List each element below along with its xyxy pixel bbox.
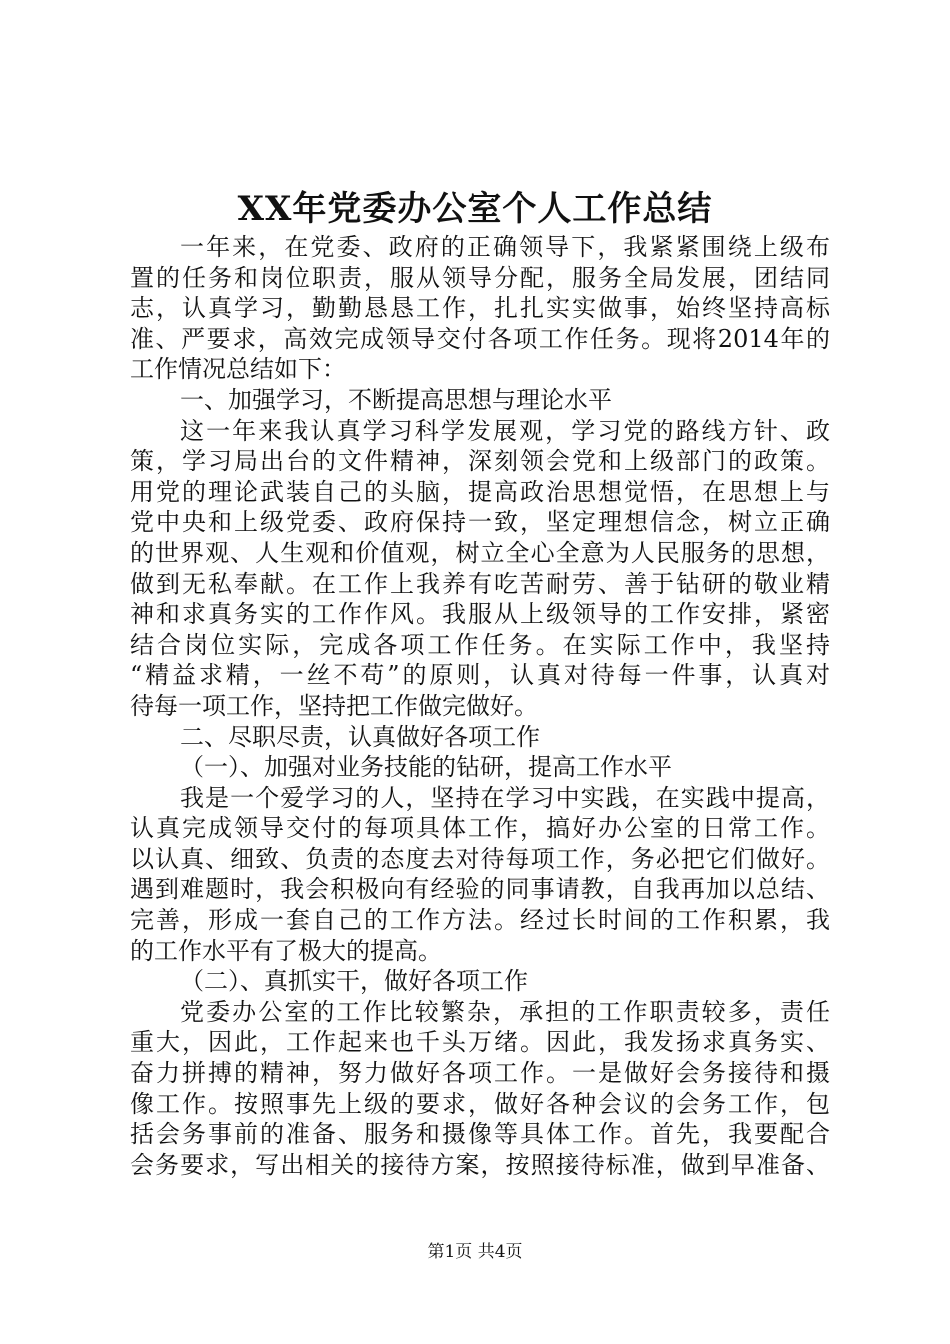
paragraph-line: 遇到难题时，我会积极向有经验的同事请教，自我再加以总结、	[130, 875, 830, 904]
paragraph-line: 用党的理论武装自己的头脑，提高政治思想觉悟，在思想上与	[130, 477, 830, 506]
document-body	[130, 232, 830, 1180]
subsection-heading: （一）、加强对业务技能的钻研，提高工作水平	[180, 753, 672, 782]
paragraph-line: 括会务事前的准备、服务和摄像等具体工作。首先，我要配合	[130, 1120, 830, 1149]
paragraph-line: 重大，因此，工作起来也千头万绪。因此，我发扬求真务实、	[130, 1028, 830, 1057]
paragraph-line: 置的任务和岗位职责，服从领导分配，服务全局发展，团结同	[130, 263, 830, 292]
paragraph-line: 像工作。按照事先上级的要求，做好各种会议的会务工作，包	[130, 1089, 830, 1118]
paragraph-line: 志，认真学习，勤勤恳恳工作，扎扎实实做事，始终坚持高标	[130, 294, 830, 323]
paragraph-line: 一年来，在党委、政府的正确领导下，我紧紧围绕上级布	[180, 233, 830, 261]
subsection-heading: （二）、真抓实干，做好各项工作	[180, 967, 528, 996]
paragraph-line: 结合岗位实际，完成各项工作任务。在实际工作中，我坚持	[130, 630, 830, 659]
paragraph-line: 准、严要求，高效完成领导交付各项工作任务。现将2014年的	[130, 324, 830, 353]
page-footer: 第1页 共4页	[427, 1242, 523, 1262]
paragraph-line: 以认真、细致、负责的态度去对待每项工作，务必把它们做好。	[130, 844, 830, 873]
paragraph-line: 党中央和上级党委、政府保持一致，坚定理想信念，树立正确	[130, 508, 830, 537]
paragraph-line: 神和求真务实的工作作风。我服从上级领导的工作安排，紧密	[130, 600, 830, 629]
paragraph-line: 做到无私奉献。在工作上我养有吃苦耐劳、善于钻研的敬业精	[130, 569, 830, 598]
paragraph-line: 认真完成领导交付的每项具体工作，搞好办公室的日常工作。	[130, 814, 830, 843]
section-heading: 一、加强学习，不断提高思想与理论水平	[180, 385, 612, 414]
paragraph-line: 奋力拼搏的精神，努力做好各项工作。一是做好会务接待和摄	[130, 1059, 830, 1088]
paragraph-line: 会务要求，写出相关的接待方案，按照接待标准，做到早准备、	[130, 1150, 830, 1179]
paragraph-line: 完善，形成一套自己的工作方法。经过长时间的工作积累，我	[130, 906, 830, 935]
paragraph-line: 的世界观、人生观和价值观，树立全心全意为人民服务的思想，	[130, 538, 830, 567]
paragraph-line: 党委办公室的工作比较繁杂，承担的工作职责较多，责任	[180, 997, 830, 1026]
paragraph-line: “精益求精，一丝不苟”的原则，认真对待每一件事，认真对	[130, 661, 830, 690]
paragraph-line: 我是一个爱学习的人，坚持在学习中实践，在实践中提高，	[180, 783, 830, 812]
paragraph-line: 待每一项工作，坚持把工作做完做好。	[130, 691, 538, 720]
document-title: XX年党委办公室个人工作总结	[237, 189, 713, 229]
paragraph-line: 这一年来我认真学习科学发展观，学习党的路线方针、政	[180, 416, 830, 445]
paragraph-line: 工作情况总结如下：	[130, 355, 346, 384]
section-heading: 二、尽职尽责，认真做好各项工作	[180, 722, 540, 751]
paragraph-line: 策，学习局出台的文件精神，深刻领会党和上级部门的政策。	[130, 447, 830, 476]
paragraph-line: 的工作水平有了极大的提高。	[130, 936, 442, 965]
